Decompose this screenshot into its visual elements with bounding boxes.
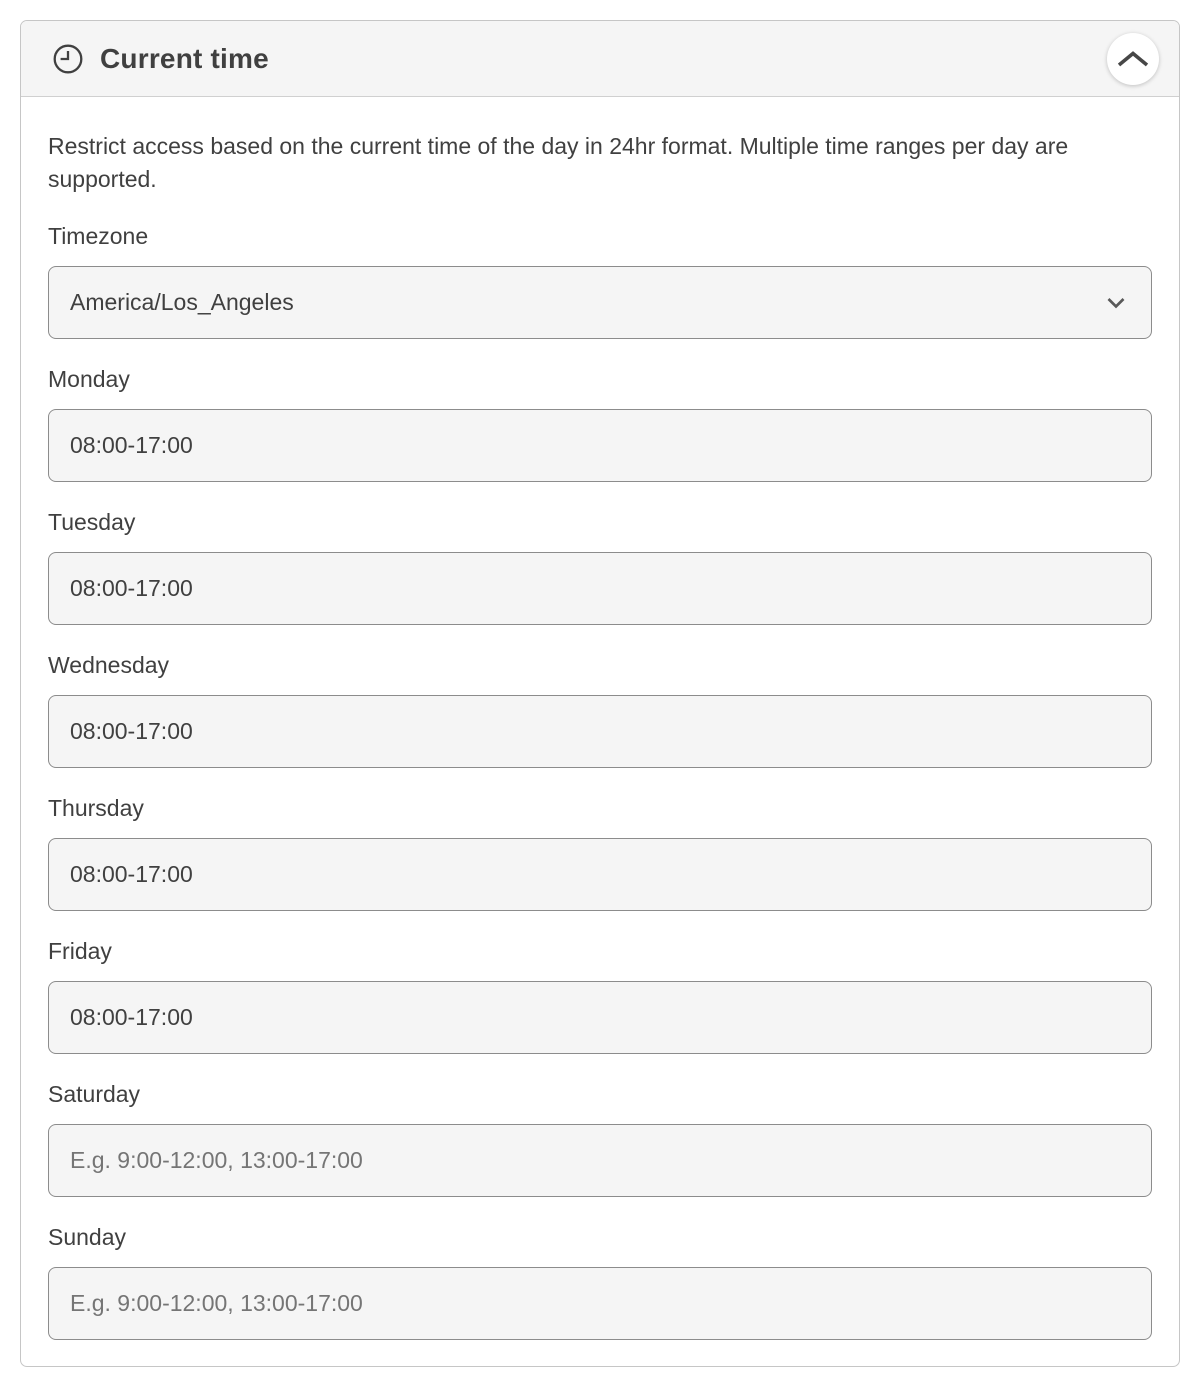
chevron-down-icon — [1103, 290, 1129, 316]
panel-header — [21, 21, 1179, 97]
panel-title: Current time — [100, 42, 269, 74]
chevron-up-icon — [1116, 50, 1150, 68]
sunday-label: Sunday — [48, 1224, 127, 1250]
saturday-field — [48, 1080, 1152, 1197]
timezone-selected-value: America/Los_Angeles — [70, 289, 294, 315]
thursday-input[interactable] — [48, 838, 1152, 911]
friday-label: Friday — [48, 938, 112, 964]
wednesday-input[interactable] — [48, 695, 1152, 768]
collapse-button[interactable] — [1107, 33, 1159, 85]
thursday-label: Thursday — [48, 795, 144, 821]
saturday-label: Saturday — [48, 1081, 141, 1107]
monday-label: Monday — [48, 366, 130, 392]
description-text: Restrict access based on the current time of the day in 24hr format. Multiple time ranges per day are supported. — [48, 133, 1069, 192]
timezone-select[interactable] — [48, 266, 1152, 339]
tuesday-field — [48, 508, 1152, 625]
clock-icon — [52, 43, 84, 75]
sunday-input[interactable] — [48, 1267, 1152, 1340]
tuesday-label: Tuesday — [48, 509, 136, 535]
monday-field — [48, 365, 1152, 482]
timezone-label: Timezone — [48, 223, 149, 249]
panel-body — [21, 97, 1179, 1367]
wednesday-field — [48, 651, 1152, 768]
current-time-panel — [20, 20, 1180, 1367]
thursday-field — [48, 794, 1152, 911]
sunday-field — [48, 1223, 1152, 1340]
friday-field — [48, 937, 1152, 1054]
wednesday-label: Wednesday — [48, 652, 170, 678]
monday-input[interactable] — [48, 409, 1152, 482]
friday-input[interactable] — [48, 981, 1152, 1054]
saturday-input[interactable] — [48, 1124, 1152, 1197]
timezone-field — [48, 222, 1152, 339]
tuesday-input[interactable] — [48, 552, 1152, 625]
